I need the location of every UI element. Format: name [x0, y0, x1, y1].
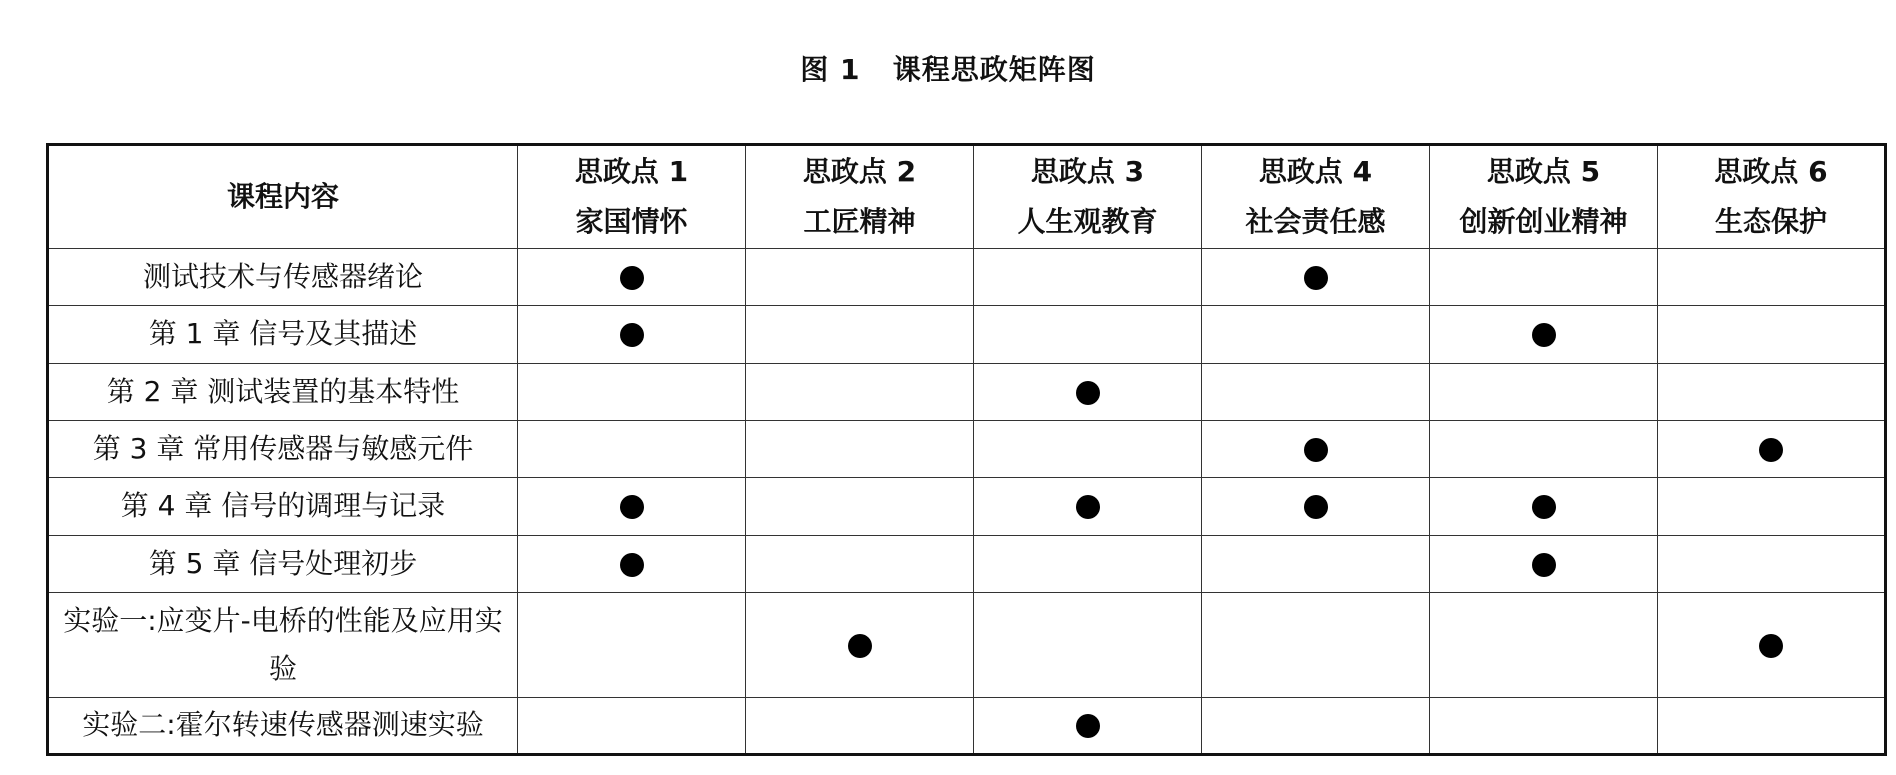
column-header-title: 思政点 1: [574, 155, 689, 188]
matrix-cell: [1430, 697, 1658, 754]
column-header-subtitle: 生态保护: [1714, 205, 1827, 238]
column-header-title: 思政点 3: [1030, 155, 1145, 188]
table-row: [48, 697, 1886, 754]
row-label: 第 1 章 信号及其描述: [48, 306, 518, 363]
filled-circle-icon: [620, 266, 644, 290]
filled-circle-icon: [1532, 553, 1556, 577]
matrix-cell: [746, 697, 974, 754]
column-header-title: 思政点 5: [1486, 155, 1601, 188]
column-header-3: [974, 145, 1202, 249]
filled-circle-icon: [1076, 381, 1100, 405]
table-row: [48, 478, 1886, 535]
matrix-body: [48, 249, 1886, 755]
table-row: [48, 592, 1886, 697]
row-label: 实验二:霍尔转速传感器测速实验: [48, 697, 518, 754]
matrix-cell: [1430, 478, 1658, 535]
matrix-cell: [746, 420, 974, 477]
column-header-subtitle: 工匠精神: [803, 205, 916, 238]
corner-header: 课程内容: [48, 145, 518, 249]
matrix-cell: [1658, 420, 1886, 477]
matrix-cell: [1202, 535, 1430, 592]
row-label: 实验一:应变片-电桥的性能及应用实验: [48, 592, 518, 697]
matrix-cell: [974, 363, 1202, 420]
filled-circle-icon: [1759, 634, 1783, 658]
course-ideology-matrix: [46, 143, 1887, 756]
matrix-cell: [974, 592, 1202, 697]
row-label: 第 3 章 常用传感器与敏感元件: [48, 420, 518, 477]
matrix-cell: [1202, 363, 1430, 420]
column-header-6: [1658, 145, 1886, 249]
matrix-cell: [518, 249, 746, 306]
matrix-cell: [1202, 697, 1430, 754]
matrix-cell: [1202, 420, 1430, 477]
matrix-cell: [974, 478, 1202, 535]
matrix-cell: [518, 420, 746, 477]
table-row: [48, 306, 1886, 363]
matrix-cell: [1202, 306, 1430, 363]
matrix-cell: [1658, 592, 1886, 697]
matrix-cell: [746, 363, 974, 420]
column-header-4: [1202, 145, 1430, 249]
matrix-cell: [518, 592, 746, 697]
filled-circle-icon: [1532, 323, 1556, 347]
matrix-cell: [1202, 249, 1430, 306]
filled-circle-icon: [1532, 495, 1556, 519]
matrix-cell: [1658, 363, 1886, 420]
matrix-cell: [974, 420, 1202, 477]
column-header-title: 思政点 6: [1714, 155, 1828, 188]
table-row: [48, 249, 1886, 306]
matrix-cell: [1430, 592, 1658, 697]
column-header-5: [1430, 145, 1658, 249]
filled-circle-icon: [848, 634, 872, 658]
column-header-title: 思政点 4: [1258, 155, 1373, 188]
matrix-cell: [518, 535, 746, 592]
matrix-cell: [1658, 697, 1886, 754]
row-label: 第 2 章 测试装置的基本特性: [48, 363, 518, 420]
matrix-cell: [1430, 420, 1658, 477]
table-row: [48, 363, 1886, 420]
column-header-subtitle: 人生观教育: [1017, 205, 1158, 238]
matrix-cell: [1202, 592, 1430, 697]
matrix-cell: [1658, 478, 1886, 535]
filled-circle-icon: [1304, 495, 1328, 519]
table-row: [48, 420, 1886, 477]
matrix-cell: [1430, 363, 1658, 420]
filled-circle-icon: [620, 553, 644, 577]
header-row: [48, 145, 1886, 249]
filled-circle-icon: [1759, 438, 1783, 462]
row-label: 第 4 章 信号的调理与记录: [48, 478, 518, 535]
matrix-cell: [974, 306, 1202, 363]
matrix-cell: [746, 249, 974, 306]
matrix-cell: [746, 306, 974, 363]
filled-circle-icon: [1304, 266, 1328, 290]
column-header-subtitle: 社会责任感: [1245, 205, 1386, 238]
filled-circle-icon: [1076, 714, 1100, 738]
matrix-cell: [518, 306, 746, 363]
row-label: 测试技术与传感器绪论: [48, 249, 518, 306]
filled-circle-icon: [1076, 495, 1100, 519]
filled-circle-icon: [620, 495, 644, 519]
column-header-title: 思政点 2: [802, 155, 917, 188]
column-header-subtitle: 创新创业精神: [1459, 205, 1628, 238]
column-header-subtitle: 家国情怀: [575, 205, 688, 238]
matrix-cell: [1430, 249, 1658, 306]
matrix-cell: [1658, 249, 1886, 306]
matrix-cell: [746, 535, 974, 592]
matrix-cell: [518, 478, 746, 535]
matrix-cell: [1202, 478, 1430, 535]
matrix-cell: [974, 697, 1202, 754]
matrix-cell: [1658, 306, 1886, 363]
column-header-2: [746, 145, 974, 249]
table-row: [48, 535, 1886, 592]
matrix-cell: [1430, 306, 1658, 363]
matrix-cell: [518, 363, 746, 420]
figure-caption: 图 1 课程思政矩阵图: [800, 53, 1096, 86]
matrix-cell: [1658, 535, 1886, 592]
matrix-cell: [1430, 535, 1658, 592]
row-label: 第 5 章 信号处理初步: [48, 535, 518, 592]
matrix-cell: [746, 478, 974, 535]
matrix-cell: [518, 697, 746, 754]
matrix-cell: [974, 535, 1202, 592]
filled-circle-icon: [1304, 438, 1328, 462]
matrix-cell: [746, 592, 974, 697]
matrix-cell: [974, 249, 1202, 306]
filled-circle-icon: [620, 323, 644, 347]
column-header-1: [518, 145, 746, 249]
